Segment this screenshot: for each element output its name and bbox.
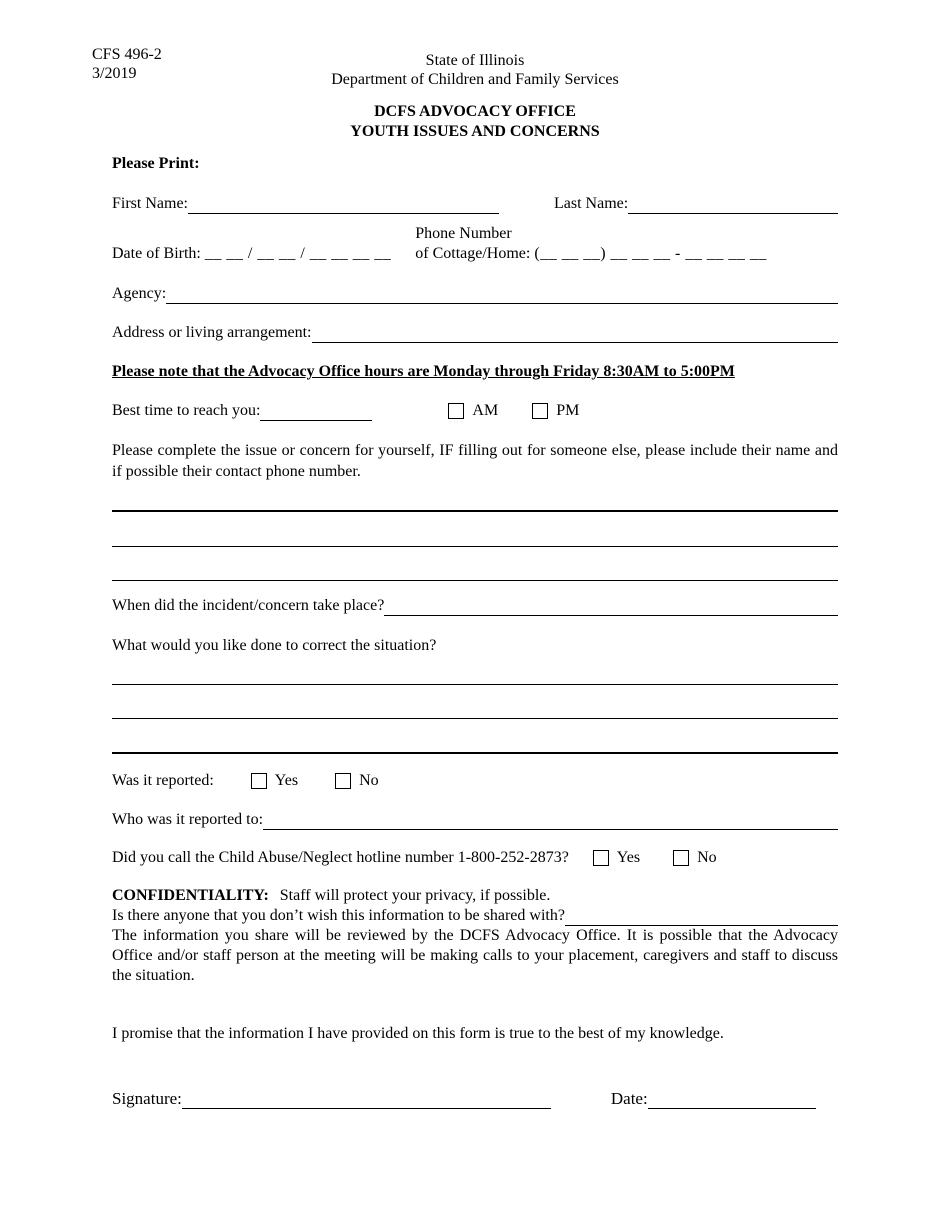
- pm-option: [532, 401, 579, 421]
- correction-writing-line-3[interactable]: [112, 752, 838, 754]
- share-question-row: [112, 906, 838, 926]
- signature-label: Signature:: [112, 1089, 182, 1108]
- signature-field[interactable]: [182, 1089, 551, 1109]
- phone-field[interactable]: (__ __ __) __ __ __ - __ __ __ __: [534, 245, 767, 262]
- issue-instructions: Please complete the issue or concern for yourself, IF filling out for someone else, please include their name and if possible their contact phone number.: [112, 442, 838, 480]
- hotline-yes-checkbox[interactable]: [593, 850, 609, 866]
- correction-writing-line-1[interactable]: [112, 684, 838, 685]
- form-revision-date: 3/2019: [92, 65, 137, 82]
- dob-group: [112, 244, 391, 264]
- hotline-row: [112, 848, 838, 868]
- address-label: Address or living arrangement:: [112, 324, 312, 341]
- form-header: [0, 0, 950, 142]
- form-title-line1: DCFS ADVOCACY OFFICE: [374, 103, 576, 120]
- confidentiality-line: [112, 886, 838, 906]
- last-name-label: Last Name:: [554, 195, 629, 212]
- office-hours-note: Please note that the Advocacy Office hours are Monday through Friday 8:30AM to 5:00PM: [112, 363, 735, 380]
- issue-writing-line-3[interactable]: [112, 580, 838, 581]
- correction-writing-line-2[interactable]: [112, 718, 838, 719]
- agency-row: [112, 284, 838, 304]
- form-title-line2: YOUTH ISSUES AND CONCERNS: [350, 123, 600, 140]
- review-text: The information you share will be reviewed by the DCFS Advocacy Office. It is possible that the Advocacy Office and/or staff person at the meeting will be making calls to your placement, caregivers and staff to discuss the situation.: [112, 927, 838, 984]
- hotline-no-option: [673, 848, 717, 868]
- issue-writing-line-1[interactable]: [112, 510, 838, 512]
- department-name: Department of Children and Family Services: [331, 71, 619, 88]
- last-name-field[interactable]: [628, 194, 838, 214]
- promise-statement: I promise that the information I have provided on this form is true to the best of my knowledge.: [112, 1025, 724, 1042]
- first-name-field[interactable]: [188, 194, 499, 214]
- share-question-label: Is there anyone that you don’t wish this information to be shared with?: [112, 907, 565, 924]
- agency-field[interactable]: [166, 284, 838, 304]
- dob-phone-row: [112, 224, 838, 264]
- confidentiality-text: Staff will protect your privacy, if possible.: [279, 887, 551, 904]
- reported-to-row: [112, 810, 838, 830]
- dob-field[interactable]: __ __ / __ __ / __ __ __ __: [204, 245, 392, 262]
- phone-label-line1: Phone Number: [415, 225, 512, 242]
- phone-group: [415, 224, 767, 264]
- date-field[interactable]: [648, 1089, 816, 1109]
- phone-label-line2: of Cottage/Home:: [415, 245, 531, 262]
- correction-question: What would you like done to correct the situation?: [112, 637, 437, 654]
- hotline-yes-option: [593, 848, 640, 868]
- address-field[interactable]: [312, 323, 839, 343]
- am-option: [448, 401, 498, 421]
- dob-label: Date of Birth:: [112, 245, 201, 262]
- best-time-label: Best time to reach you:: [112, 402, 261, 419]
- signature-row: [112, 1089, 838, 1109]
- confidentiality-label: CONFIDENTIALITY:: [112, 887, 269, 904]
- please-print-label: Please Print:: [112, 155, 200, 172]
- reported-yes-checkbox[interactable]: [251, 773, 267, 789]
- reported-no-option: [335, 771, 379, 791]
- am-checkbox[interactable]: [448, 403, 464, 419]
- reported-no-label: No: [359, 772, 379, 789]
- reported-yes-label: Yes: [274, 772, 299, 789]
- state-name: State of Illinois: [425, 52, 525, 69]
- pm-label: PM: [556, 402, 580, 419]
- hotline-yes-label: Yes: [616, 849, 641, 866]
- pm-checkbox[interactable]: [532, 403, 548, 419]
- share-question-field[interactable]: [565, 906, 838, 926]
- name-row: [112, 194, 838, 214]
- reported-yes-option: [251, 771, 298, 791]
- form-number-block: [92, 45, 162, 83]
- phone-label-line2-row: [415, 244, 767, 264]
- reported-to-label: Who was it reported to:: [112, 811, 264, 828]
- reported-to-field[interactable]: [263, 810, 838, 830]
- best-time-row: [112, 401, 838, 421]
- agency-label: Agency:: [112, 285, 167, 302]
- best-time-field[interactable]: [260, 401, 372, 421]
- date-label: Date:: [610, 1089, 648, 1108]
- first-name-label: First Name:: [112, 195, 188, 212]
- issue-writing-line-2[interactable]: [112, 546, 838, 547]
- form-number: CFS 496-2: [92, 46, 162, 63]
- incident-when-label: When did the incident/concern take place?: [112, 597, 385, 614]
- confidentiality-section: [112, 886, 838, 986]
- was-reported-label: Was it reported:: [112, 772, 214, 789]
- was-reported-row: [112, 771, 838, 791]
- address-row: [112, 323, 838, 343]
- reported-no-checkbox[interactable]: [335, 773, 351, 789]
- hotline-no-label: No: [697, 849, 717, 866]
- form-body: [0, 154, 950, 1109]
- incident-when-field[interactable]: [384, 596, 838, 616]
- am-label: AM: [472, 402, 499, 419]
- form-title: [0, 102, 950, 142]
- hotline-no-checkbox[interactable]: [673, 850, 689, 866]
- hotline-question: Did you call the Child Abuse/Neglect hotline number 1-800-252-2873?: [112, 849, 569, 866]
- incident-when-row: [112, 596, 838, 616]
